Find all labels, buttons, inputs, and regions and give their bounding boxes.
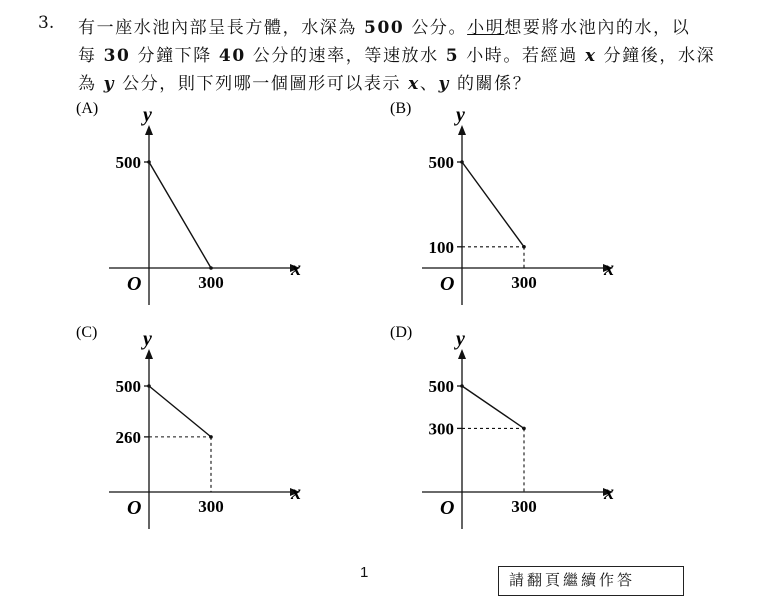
name-xiaoming: 小明 <box>467 18 505 38</box>
option-c-x-axis-label: x <box>291 482 301 504</box>
question-line-1: 有一座水池內部呈長方體，水深為 500 公分。小明想要將水池內的水，以 <box>78 18 691 38</box>
option-b-x-axis-label: x <box>604 258 614 280</box>
option-d-label: (D) <box>390 324 413 341</box>
question-line-3: 為 y 公分，則下列哪一個圖形可以表示 x、y 的關係？ <box>78 74 532 94</box>
option-c-x-tick-label-0: 300 <box>198 497 224 516</box>
option-a-y-tick-label-0: 500 <box>115 153 141 172</box>
option-c-y-arrow <box>145 349 153 359</box>
option-b-y-tick-label-0: 500 <box>428 153 454 172</box>
option-d-x-axis-label: x <box>604 482 614 504</box>
option-d-origin-label: O <box>440 497 455 519</box>
option-d-x-tick-label-0: 300 <box>511 497 537 516</box>
option-b-segment <box>462 162 524 247</box>
option-d-y-axis-label: y <box>456 328 465 350</box>
option-a-segment <box>149 162 211 268</box>
footer-box: 請翻頁繼續作答 <box>498 566 684 596</box>
option-d-y-tick-label-1: 300 <box>428 419 454 439</box>
option-c-origin-label: O <box>127 497 142 519</box>
option-a-x-axis-label: x <box>291 258 301 280</box>
option-a-label: (A) <box>76 100 99 117</box>
option-d-y-arrow <box>458 349 466 359</box>
option-d-y-tick-label-0: 500 <box>428 377 454 396</box>
option-a-origin-label: O <box>127 273 142 295</box>
option-a-y-axis-label: y <box>143 104 152 126</box>
option-a-x-tick-label-0: 300 <box>198 273 224 292</box>
option-c-y-tick-label-0: 500 <box>115 377 141 396</box>
option-a-y-arrow <box>145 125 153 135</box>
option-c-y-axis-label: y <box>143 328 152 350</box>
option-b-y-tick-label-1: 100 <box>428 237 454 257</box>
option-a-end-point <box>209 266 213 270</box>
option-b-x-tick-label-0: 300 <box>511 273 537 292</box>
option-b-label: (B) <box>390 100 412 117</box>
option-b-origin-label: O <box>440 273 455 295</box>
option-d-segment <box>462 386 524 428</box>
question-number: 3. <box>38 13 55 33</box>
page-number: 1 <box>360 564 369 581</box>
option-c-label: (C) <box>76 324 98 341</box>
option-c-segment <box>149 386 211 437</box>
option-b-y-axis-label: y <box>456 104 465 126</box>
question-line-2: 每 30 分鐘下降 40 公分的速率，等速放水 5 小時。若經過 x 分鐘後，水深 <box>78 46 716 66</box>
option-c-y-tick-label-1: 260 <box>115 427 141 447</box>
option-b-y-arrow <box>458 125 466 135</box>
